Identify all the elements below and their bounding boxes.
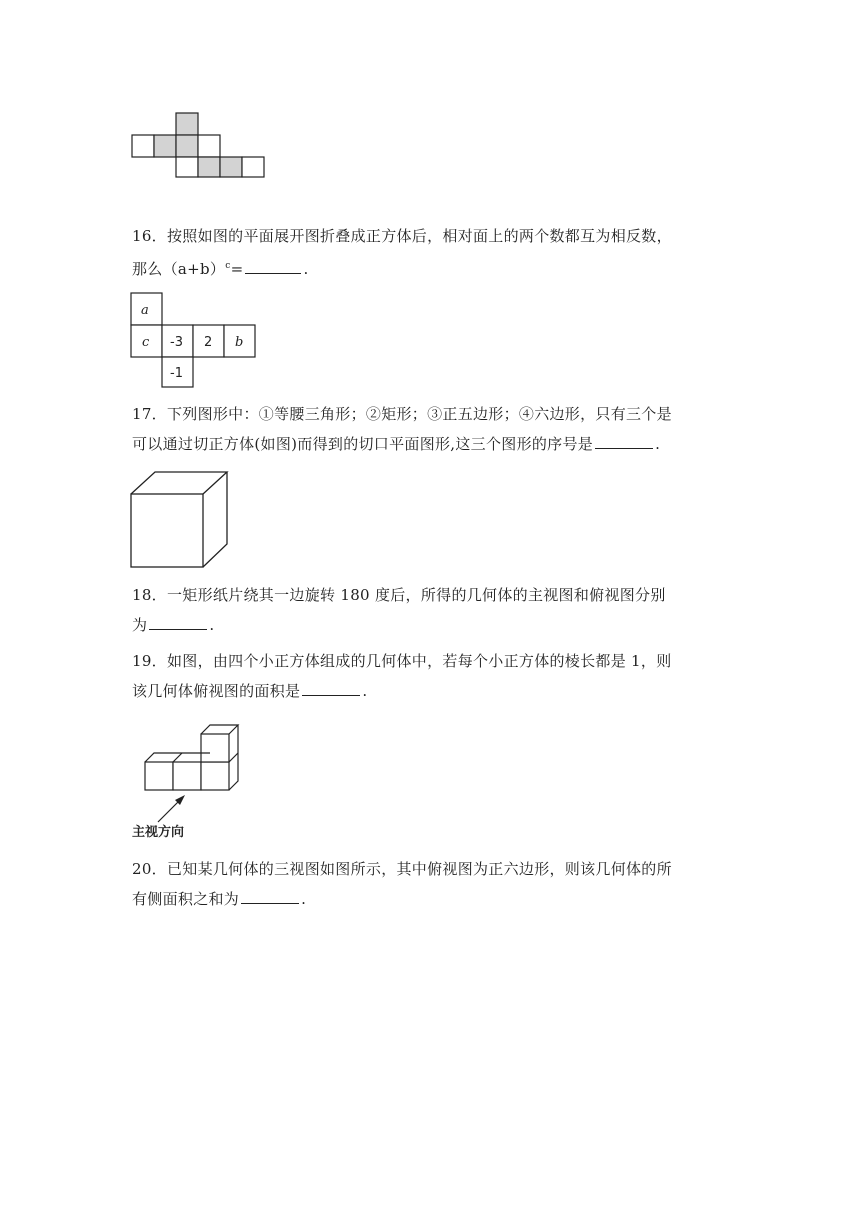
- top-cube-top-face: [201, 725, 238, 734]
- front-view-caption: 主视方向: [132, 825, 185, 840]
- question-17-line1: 17．下列图形中：①等腰三角形；②矩形；③正五边形；④六边形，只有三个是: [132, 405, 672, 423]
- cube-front-top: [201, 734, 229, 762]
- question-20: [132, 854, 732, 914]
- net-cell: [132, 135, 154, 157]
- cube-side-face: [203, 472, 227, 567]
- answer-blank[interactable]: [241, 885, 299, 904]
- answer-blank[interactable]: [149, 611, 207, 630]
- q18-text: 为: [132, 616, 148, 634]
- question-20-line2: [132, 884, 732, 914]
- q17-text: 可以通过切正方体(如图)而得到的切口平面图形,这三个图形的序号是: [132, 435, 594, 453]
- net-cell-shaded: [176, 113, 198, 135]
- net-cell-shaded: [154, 135, 176, 157]
- net-label-minus3: -3: [170, 335, 183, 350]
- q16-exponent: c: [225, 261, 231, 271]
- question-18-line1: 18．一矩形纸片绕其一边旋转 180 度后，所得的几何体的主视图和俯视图分别: [132, 586, 666, 604]
- answer-blank[interactable]: [595, 430, 653, 449]
- q19-text: 该几何体俯视图的面积是: [132, 682, 301, 700]
- question-17: [132, 399, 732, 459]
- question-16-line2: [132, 251, 732, 284]
- cube-net-figure: [129, 291, 259, 389]
- question-19-line1: 19．如图，由四个小正方体组成的几何体中，若每个小正方体的棱长都是 1，则: [132, 652, 672, 670]
- shaded-net-figure: [130, 112, 270, 178]
- question-18: [132, 580, 732, 640]
- net-cell: [198, 135, 220, 157]
- q18-period: .: [209, 616, 215, 634]
- cube-front-2: [173, 762, 201, 790]
- answer-blank[interactable]: [302, 677, 360, 696]
- net-label-b: b: [235, 335, 244, 350]
- answer-blank[interactable]: [245, 255, 301, 274]
- question-20-line1: 20．已知某几何体的三视图如图所示，其中俯视图为正六边形，则该几何体的所: [132, 860, 672, 878]
- net-label-minus1: -1: [170, 366, 183, 381]
- question-16-line1: 16．按照如图的平面展开图折叠成正方体后，相对面上的两个数都互为相反数，: [132, 227, 672, 245]
- cube-front-3: [201, 762, 229, 790]
- net-label-2: 2: [204, 335, 213, 350]
- net-cell-shaded: [176, 135, 198, 157]
- cube-edge: [173, 753, 182, 762]
- q16-text: 那么（a+b）: [132, 260, 226, 278]
- question-16: [132, 221, 732, 284]
- q16-equals: =: [230, 260, 244, 278]
- cube-figure: [129, 470, 231, 570]
- q20-text: 有侧面积之和为: [132, 890, 240, 908]
- cube-top-face: [131, 472, 227, 494]
- question-17-line2: [132, 429, 732, 459]
- q19-period: .: [362, 682, 368, 700]
- cube-edge: [229, 753, 238, 762]
- net-cell: [242, 157, 264, 177]
- cube-front-face: [131, 494, 203, 567]
- cube-front-1: [145, 762, 173, 790]
- net-label-c: c: [142, 335, 150, 350]
- net-cell-shaded: [220, 157, 242, 177]
- question-19-line2: [132, 676, 732, 706]
- net-label-a: a: [141, 303, 149, 318]
- q16-period: .: [303, 260, 309, 278]
- stacked-cubes-figure: [130, 718, 250, 842]
- q17-period: .: [655, 435, 661, 453]
- question-19: [132, 646, 732, 706]
- q20-period: .: [301, 890, 307, 908]
- net-cell-shaded: [198, 157, 220, 177]
- question-18-line2: [132, 610, 732, 640]
- net-cell: [176, 157, 198, 177]
